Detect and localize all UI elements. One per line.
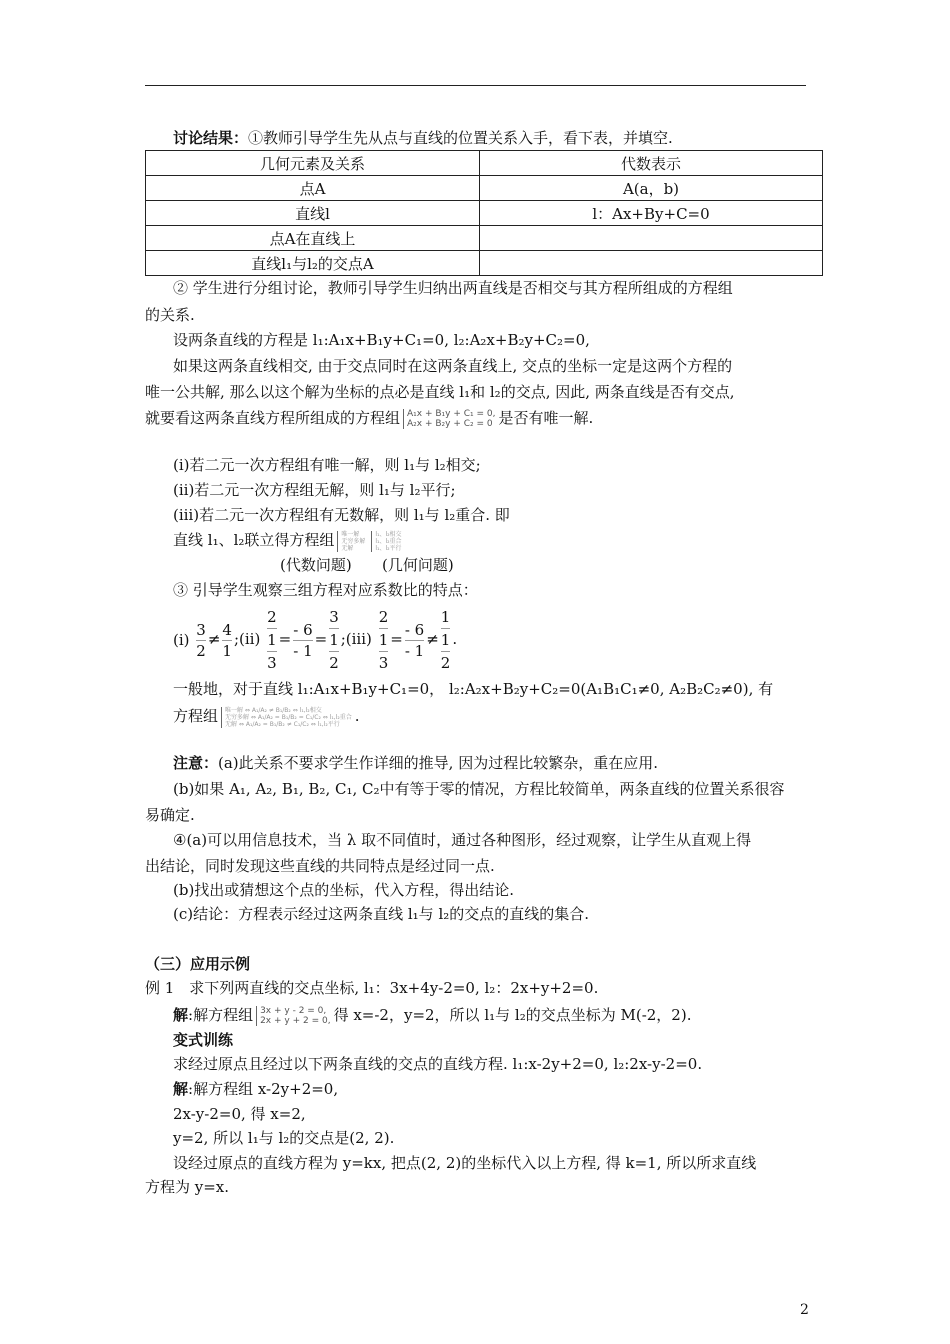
denominator: 1 bbox=[441, 629, 451, 652]
solution-label: 解 bbox=[173, 1006, 189, 1024]
denominator: 2 bbox=[329, 654, 339, 672]
text: . bbox=[452, 630, 458, 648]
denominator: - 1 bbox=[404, 641, 425, 660]
denominator: 3 bbox=[267, 654, 277, 672]
equation-system bbox=[337, 531, 365, 552]
solution-label: 解 bbox=[173, 1080, 189, 1098]
numerator: 1 bbox=[441, 606, 451, 629]
note-label: 注意： bbox=[173, 754, 219, 772]
table-row bbox=[146, 176, 823, 201]
section-title: （三）应用示例 bbox=[145, 955, 251, 973]
table-cell: A(a，b) bbox=[480, 176, 823, 201]
text: (a)此关系不要求学生作详细的推导, 因为过程比较繁杂，重在应用. bbox=[218, 754, 658, 772]
text: = bbox=[278, 630, 292, 648]
discussion-line bbox=[173, 128, 673, 148]
fraction bbox=[267, 606, 277, 674]
fraction bbox=[293, 620, 312, 661]
denominator: 3 bbox=[378, 654, 389, 672]
equation: 唯一解 ⇔ A₁/A₂ ≠ B₁/B₂ ⇔ l₁,l₂相交 bbox=[225, 706, 322, 714]
table-cell bbox=[480, 251, 823, 276]
para-line: 唯一公共解, 那么以这个解为坐标的点必是直线 l₁和 l₂的交点, 因此, 两条直线是否有交点, bbox=[145, 383, 735, 401]
example-line: 例 1 求下列两直线的交点坐标, l₁：3x+4y-2=0, l₂：2x+y+2=0. bbox=[145, 979, 599, 997]
para-line: 设经过原点的直线方程为 y=kx, 把点(2, 2)的坐标代入以上方程, 得 k=1, 所以所求直线 bbox=[173, 1154, 757, 1172]
equation: 无穷多解 bbox=[341, 537, 366, 545]
solution-line bbox=[173, 1079, 338, 1099]
table-cell bbox=[480, 226, 823, 251]
equation: A₁x + B₁y + C₁ = 0, bbox=[407, 409, 496, 419]
equation-system bbox=[256, 1006, 330, 1026]
equation: A₂x + B₂y + C₂ = 0 bbox=[407, 419, 493, 429]
text: 直线 l₁、l₂联立得方程组 bbox=[173, 531, 335, 549]
variant-title: 变式训练 bbox=[173, 1031, 234, 1049]
text: (ⅰ) bbox=[173, 631, 190, 649]
solution-line bbox=[173, 1005, 691, 1026]
equation: 3x + y - 2 = 0, bbox=[260, 1006, 327, 1016]
table-cell: 点A bbox=[146, 176, 480, 201]
fraction bbox=[405, 620, 424, 661]
text: :解方程组 x-2y+2=0, bbox=[188, 1080, 339, 1098]
relation-table bbox=[145, 150, 823, 276]
text: 方程组 bbox=[173, 707, 219, 725]
numerator: 2 bbox=[379, 606, 389, 629]
para-line: 2x-y-2=0, 得 x=2, bbox=[173, 1105, 306, 1123]
equation: 无解 ⇔ A₁/A₂ = B₁/B₂ ≠ C₁/C₂ ⇔ l₁,l₂平行 bbox=[225, 720, 340, 728]
equation-system bbox=[371, 531, 401, 552]
text: = bbox=[314, 630, 328, 648]
page-number: 2 bbox=[800, 1302, 809, 1318]
fraction bbox=[379, 606, 389, 674]
equation: 唯一解 bbox=[341, 530, 360, 538]
table-cell: l：Ax+By+C=0 bbox=[480, 201, 823, 226]
text: ;(ⅱ) bbox=[233, 630, 261, 648]
equation: l₁、l₂相交 bbox=[375, 530, 402, 538]
case-line: (ⅰ)若二元一次方程组有唯一解，则 l₁与 l₂相交; bbox=[173, 456, 481, 474]
text: ;(ⅲ) bbox=[340, 630, 372, 648]
table-cell: 直线l bbox=[146, 201, 480, 226]
table-row bbox=[146, 201, 823, 226]
table-header: 代数表示 bbox=[480, 151, 823, 176]
para-line bbox=[173, 706, 360, 728]
text: 就要看这两条直线方程所组成的方程组 bbox=[145, 409, 401, 427]
case-line: (ⅱ)若二元一次方程组无解，则 l₁与 l₂平行; bbox=[173, 481, 456, 499]
numerator: 3 bbox=[196, 620, 206, 639]
note-line: 出结论，同时发现这些直线的共同特点是经过同一点. bbox=[145, 857, 495, 875]
ratio-line bbox=[173, 606, 457, 674]
para-line: 求经过原点且经过以下两条直线的交点的直线方程. l₁:x-2y+2=0, l₂:2x-y-2=0. bbox=[173, 1055, 703, 1073]
equation: l₁、l₂重合 bbox=[375, 537, 402, 545]
discussion-intro: ①教师引导学生先从点与直线的位置关系入手，看下表，并填空. bbox=[248, 129, 673, 147]
text: = bbox=[390, 630, 403, 648]
note-line: (c)结论：方程表示经过这两条直线 l₁与 l₂的交点的直线的集合. bbox=[173, 905, 590, 923]
numerator: - 6 bbox=[293, 620, 313, 639]
numerator: 3 bbox=[329, 606, 339, 629]
text: 是否有唯一解. bbox=[498, 409, 594, 427]
para-line: y=2, 所以 l₁与 l₂的交点是(2, 2). bbox=[173, 1129, 395, 1147]
numerator: - 6 bbox=[404, 620, 425, 639]
denominator: 2 bbox=[196, 641, 206, 660]
equation-system bbox=[221, 707, 352, 728]
numerator: 2 bbox=[267, 606, 277, 629]
algebra-label: (代数问题) bbox=[280, 556, 352, 574]
para-line: 设两条直线的方程是 l₁:A₁x+B₁y+C₁=0, l₂:A₂x+B₂y+C₂=0, bbox=[173, 331, 590, 349]
para-line: ② 学生进行分组讨论，教师引导学生归纳出两直线是否相交与其方程所组成的方程组 bbox=[173, 279, 733, 297]
equation: 无解 bbox=[341, 544, 354, 552]
denominator: 2 bbox=[440, 654, 451, 672]
case-line bbox=[173, 530, 405, 552]
fraction bbox=[196, 620, 206, 661]
equation: 无穷多解 ⇔ A₁/A₂ = B₁/B₂ = C₁/C₂ ⇔ l₁,l₂重合 bbox=[225, 713, 352, 721]
fraction bbox=[441, 606, 451, 674]
equation: l₁、l₂平行 bbox=[375, 544, 402, 552]
note-line: 易确定. bbox=[145, 806, 195, 824]
case-line: (ⅲ)若二元一次方程组有无数解，则 l₁与 l₂重合. 即 bbox=[173, 506, 510, 524]
para-line: 的关系. bbox=[145, 306, 195, 324]
text: :解方程组 bbox=[188, 1006, 254, 1024]
note-line: ④(a)可以用信息技术，当 λ 取不同值时，通过各种图形，经过观察，让学生从直观上得 bbox=[173, 831, 752, 849]
discussion-label: 讨论结果： bbox=[173, 129, 249, 147]
text: ≠ bbox=[207, 630, 221, 648]
denominator: - 1 bbox=[293, 641, 313, 660]
para-line: 方程为 y=x. bbox=[145, 1178, 230, 1196]
text: 得 x=-2，y=2，所以 l₁与 l₂的交点坐标为 M(-2，2). bbox=[333, 1006, 692, 1024]
header-rule bbox=[145, 85, 806, 86]
para-line: 如果这两条直线相交, 由于交点同时在这两条直线上, 交点的坐标一定是这两个方程的 bbox=[173, 357, 733, 375]
text: ≠ bbox=[426, 630, 439, 648]
table-header: 几何元素及关系 bbox=[146, 151, 480, 176]
equation: 2x + y + 2 = 0, bbox=[260, 1016, 331, 1026]
denominator: 1 bbox=[329, 629, 339, 652]
denominator: 1 bbox=[379, 629, 389, 652]
table-row bbox=[146, 226, 823, 251]
note-line: (b)找出或猜想这个点的坐标，代入方程，得出结论. bbox=[173, 881, 515, 899]
table-row bbox=[146, 251, 823, 276]
table-cell: 直线l₁与l₂的交点A bbox=[146, 251, 480, 276]
denominator: 1 bbox=[222, 641, 232, 660]
para-line bbox=[145, 408, 593, 429]
note-line: (b)如果 A₁, A₂, B₁, B₂, C₁, C₂中有等于零的情况，方程比较简单，两条直线的位置关系很容 bbox=[173, 780, 785, 798]
numerator: 4 bbox=[222, 620, 232, 639]
fraction bbox=[329, 606, 339, 674]
equation-system bbox=[403, 409, 495, 429]
para-line: 一般地，对于直线 l₁:A₁x+B₁y+C₁=0， l₂:A₂x+B₂y+C₂=0(A₁B₁C₁≠0, A₂B₂C₂≠0), 有 bbox=[173, 680, 774, 698]
text: . bbox=[354, 707, 360, 725]
note-line bbox=[173, 753, 658, 773]
table-header-row bbox=[146, 151, 823, 176]
table-cell: 点A在直线上 bbox=[146, 226, 480, 251]
denominator: 1 bbox=[267, 629, 277, 652]
para-line: ③ 引导学生观察三组方程对应系数比的特点： bbox=[173, 581, 478, 599]
fraction bbox=[222, 620, 232, 661]
geometry-label: (几何问题) bbox=[382, 556, 454, 574]
